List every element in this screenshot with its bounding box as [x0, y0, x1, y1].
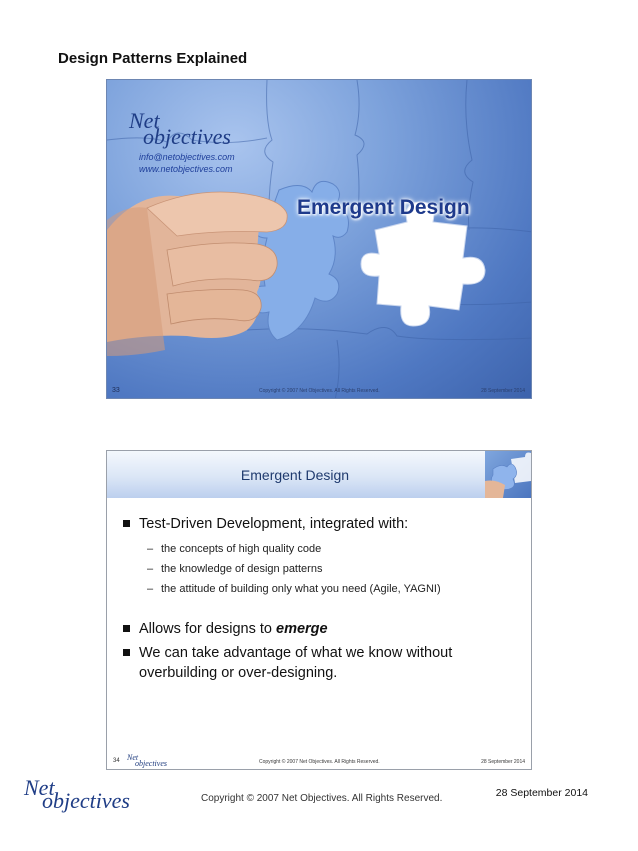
sub-bullet-design-patterns: – the knowledge of design patterns: [147, 563, 323, 575]
slide-date: 28 September 2014: [481, 388, 525, 394]
slide-title: Emergent Design: [240, 467, 350, 483]
footer-copyright: Copyright © 2007 Net Objectives. All Rights Reserved.: [201, 793, 443, 804]
bullet-advantage: We can take advantage of what we know without overbuilding or over-designing.: [123, 643, 452, 683]
slide-date: 28 September 2014: [481, 759, 525, 765]
slide-title: Emergent Design: [297, 196, 470, 219]
puzzle-hole: [361, 202, 485, 326]
slide-header: [107, 451, 532, 498]
puzzle-thumbnail-graphic: [485, 451, 532, 498]
slide-copyright: Copyright © 2007 Net Objectives. All Rights Reserved.: [259, 388, 380, 394]
slide-footer: 34 Net objectives Copyright © 2007 Net Objectives. All Rights Reserved. 28 September 2014: [113, 753, 525, 768]
contact-info: [139, 151, 235, 175]
middle-finger: [167, 290, 261, 325]
footer-date: 28 September 2014: [495, 787, 588, 799]
page-title: Design Patterns Explained: [58, 50, 248, 67]
slide-footer: [107, 383, 531, 398]
bullet-tdd: Test-Driven Development, integrated with:: [123, 514, 408, 534]
slide-number: 34: [113, 758, 120, 764]
slide-copyright: Copyright © 2007 Net Objectives. All Rights Reserved.: [259, 759, 380, 765]
sub-bullet-quality-code: – the concepts of high quality code: [147, 543, 322, 555]
slide-33: Net objectives info@netobjectives.com www.netobjectives.com Emergent Design 33 Copyright © 2007 Net Objectives. All Rights Reserved. 28 September 2014: [106, 79, 532, 399]
slide-34: [106, 450, 532, 770]
contact-email[interactable]: info@netobjectives.com: [139, 152, 235, 162]
slide-number: 33: [112, 387, 120, 394]
puzzle-thumbnail-image: [485, 451, 532, 498]
bullet-emerge: Allows for designs to emerge: [123, 619, 328, 639]
sub-bullet-agile-yagni: – the attitude of building only what you need (Agile, YAGNI): [147, 583, 441, 595]
contact-website[interactable]: www.netobjectives.com: [139, 164, 233, 174]
